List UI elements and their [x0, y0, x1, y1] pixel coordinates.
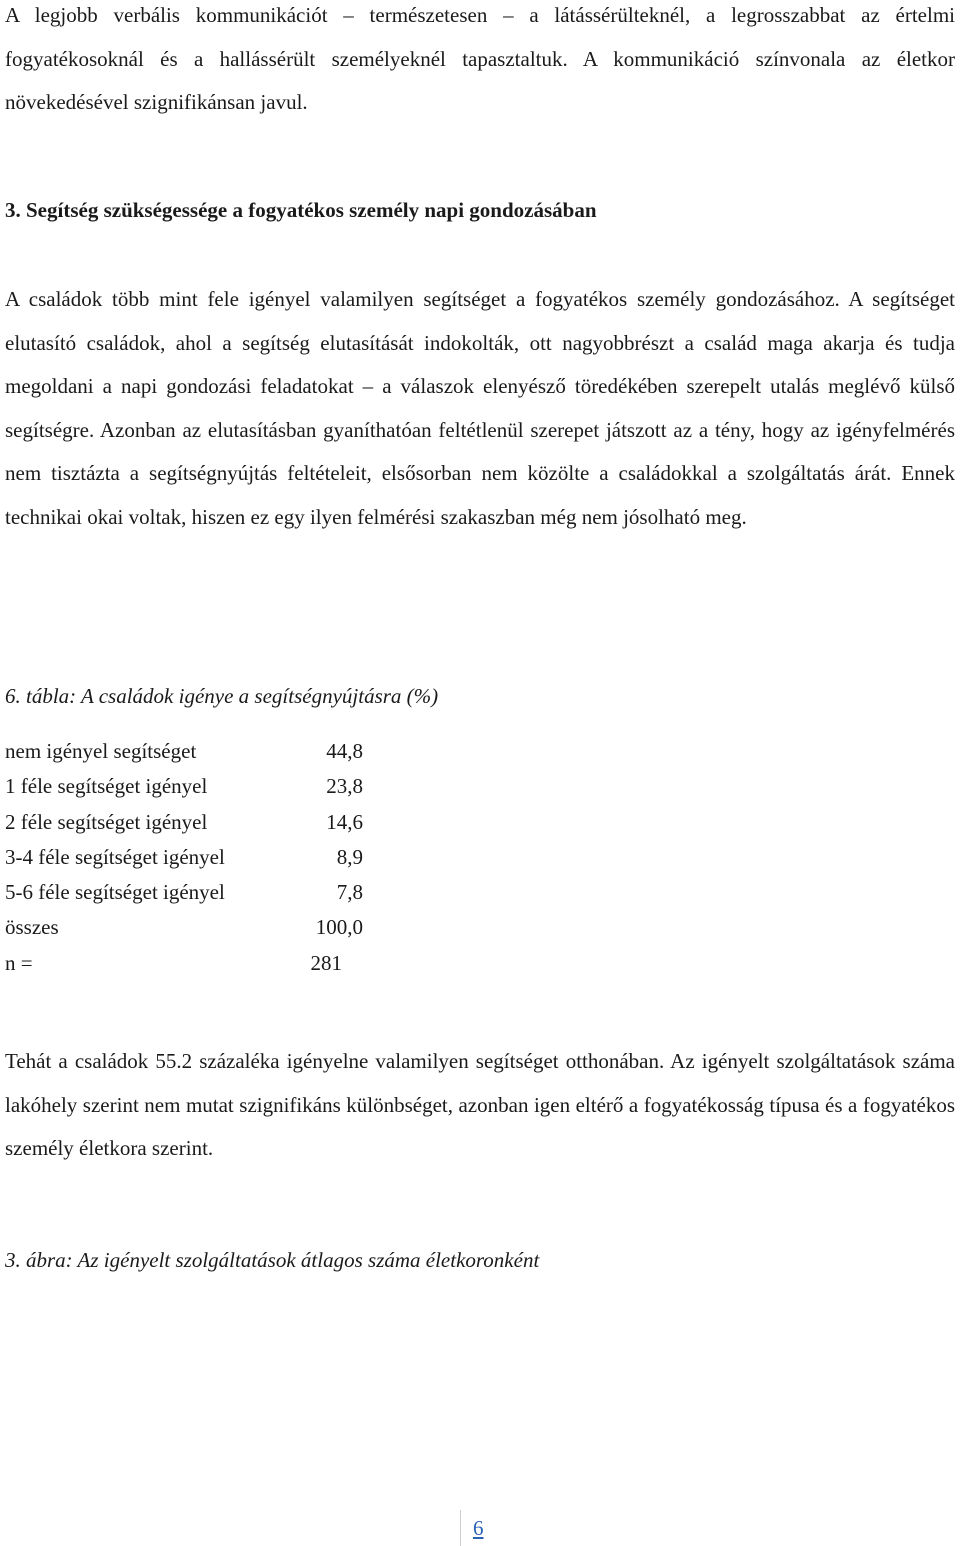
row-value: 8,9: [336, 844, 363, 869]
table-caption: 6. tábla: A családok igénye a segítségnyújtásra (%): [5, 684, 439, 708]
after-table-paragraph: Tehát a családok 55.2 százaléka igényelne valamilyen segítséget otthonában. Az igényelt szolgáltatások száma lakóhely szerint nem mutat szignifikáns különbséget, azonban igen eltérő a fogyatékosság típusa és a fogyatékos személy életkora szerint.: [5, 1049, 955, 1161]
row-value: 100,0: [315, 915, 363, 940]
table-row: [5, 910, 375, 945]
page-number-link[interactable]: 6: [460, 1510, 484, 1546]
row-label: n =: [5, 950, 33, 975]
body-paragraph: A családok több mint fele igényel valamilyen segítséget a fogyatékos személy gondozásához. A segítséget elutasító családok, ahol a segítség elutasítását indokolták, ott nagyobbrészt a család maga akarja és tudja megoldani a napi gondozási feladatokat – a válaszok elenyésző töredékében szerepelt utalás meglévő külső segítségre. Azonban az elutasításban gyaníthatóan feltétlenül szerepet játszott az a tény, hogy az igényfelmérés nem tisztázta a segítségnyújtás feltételeit, elsősorban nem közölte a családokkal a szolgáltatás árát. Ennek technikai okai voltak, hiszen ez egy ilyen felmérési szakaszban még nem jósolható meg.: [5, 287, 955, 529]
table-row: [5, 769, 375, 804]
row-label: összes: [5, 915, 59, 940]
row-value: 23,8: [326, 774, 363, 799]
row-value: 281: [310, 950, 342, 975]
table-row: [5, 875, 375, 910]
row-label: 2 féle segítséget igényel: [5, 809, 208, 834]
data-table: [5, 734, 375, 981]
row-value: 14,6: [326, 809, 363, 834]
figure-caption: 3. ábra: Az igényelt szolgáltatások átlagos száma életkoronként: [5, 1248, 540, 1272]
row-value: 44,8: [326, 739, 363, 763]
table-row: [5, 805, 375, 840]
row-label: 1 féle segítséget igényel: [5, 774, 208, 799]
row-label: 3-4 féle segítséget igényel: [5, 844, 225, 869]
intro-paragraph: A legjobb verbális kommunikációt – természetesen – a látássérülteknél, a legrosszabbat az értelmi fogyatékosoknál és a hallássérült személyeknél tapasztaltuk. A kommunikáció színvonala az életkor növekedésével szignifikánsan javul.: [5, 3, 955, 115]
section-heading: 3. Segítség szükségessége a fogyatékos személy napi gondozásában: [5, 198, 597, 222]
row-label: nem igényel segítséget: [5, 739, 197, 763]
table-row: [5, 946, 375, 981]
table-row: [5, 840, 375, 875]
row-label: 5-6 féle segítséget igényel: [5, 880, 225, 905]
row-value: 7,8: [336, 880, 363, 905]
table-row: [5, 734, 375, 769]
